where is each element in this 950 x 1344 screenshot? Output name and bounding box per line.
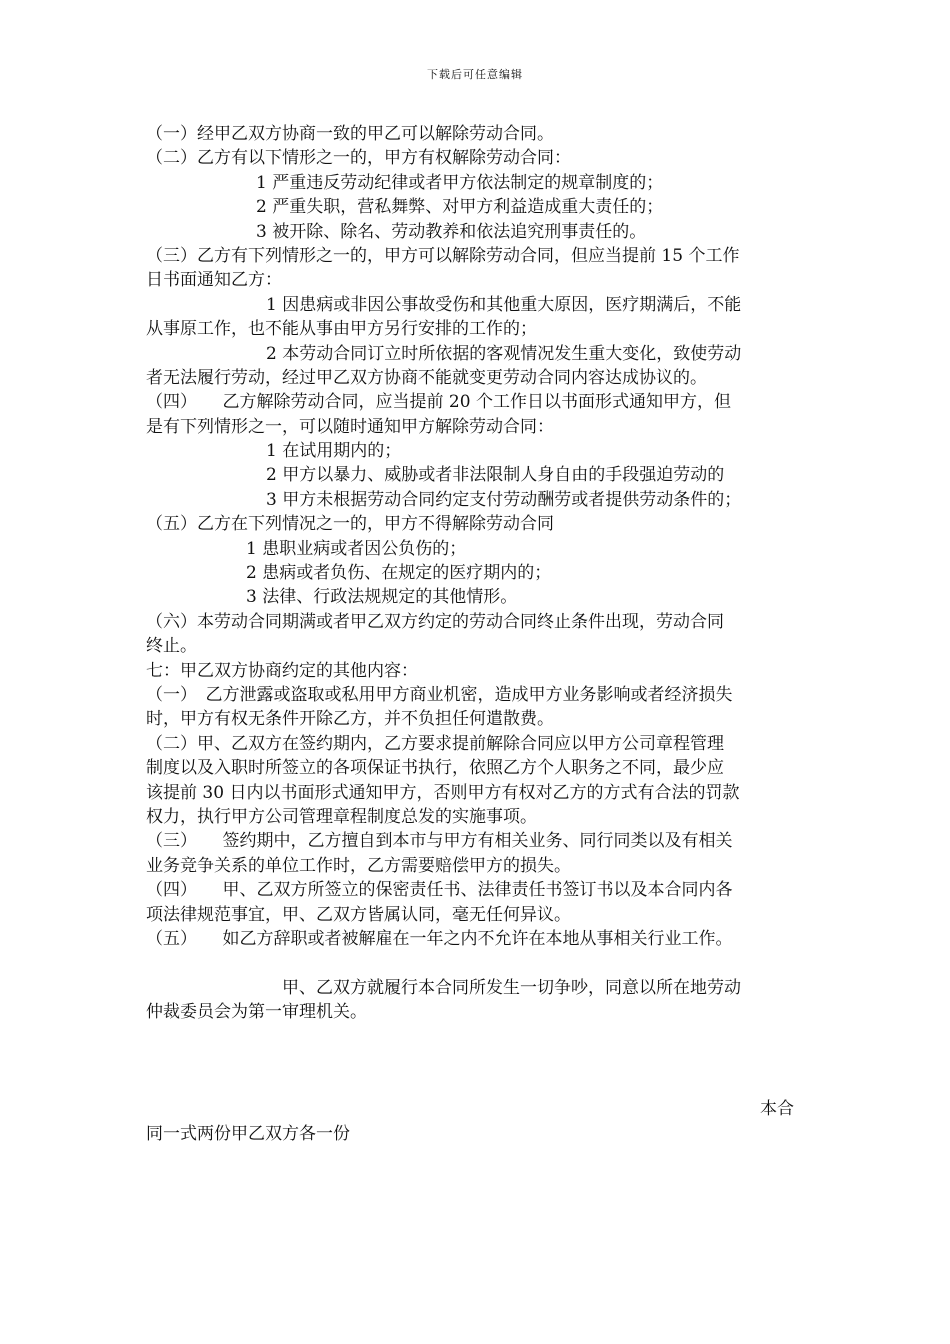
spacer (146, 1024, 810, 1097)
section-7-item-1-line-1: （一） 乙方泄露或盗取或私用甲方商业机密，造成甲方业务影响或者经济损失 (146, 684, 733, 705)
section-7-title: 七：甲乙双方协商约定的其他内容： (146, 660, 418, 681)
clause-3-item-2-line-2: 者无法履行劳动，经过甲乙双方协商不能就变更劳动合同内容达成协议的。 (146, 367, 707, 388)
clause-3-item-1-line-1: 1 因患病或非因公事故受伤和其他重大原因，医疗期满后，不能 (266, 294, 742, 315)
clause-3-line-1: （三）乙方有下列情形之一的，甲方可以解除劳动合同，但应当提前 15 个工作 (146, 245, 740, 266)
section-7-item-4-line-1: （四） 甲、乙双方所签立的保密责任书、法律责任书签订书以及本合同内各 (146, 880, 733, 901)
spacer (146, 951, 810, 975)
clause-5-item: 3 法律、行政法规规定的其他情形。 (246, 587, 518, 608)
clause-5-item: 2 患病或者负伤、在规定的医疗期内的； (246, 563, 552, 584)
section-7-item-3-line-2: 业务竞争关系的单位工作时，乙方需要赔偿甲方的损失。 (146, 855, 571, 876)
clause-4-item: 3 甲方未根据劳动合同约定支付劳动酬劳或者提供劳动条件的； (266, 489, 742, 510)
clause-4-item: 2 甲方以暴力、威胁或者非法限制人身自由的手段强迫劳动的 (266, 465, 725, 486)
dispute-clause-line-2: 仲裁委员会为第一审理机关。 (146, 1002, 367, 1023)
clause-6-line-2: 终止。 (146, 636, 197, 657)
section-7-item-1-line-2: 时，甲方有权无条件开除乙方，并不负担任何遣散费。 (146, 709, 554, 730)
contract-body (146, 122, 810, 1146)
clause-6-line-1: （六）本劳动合同期满或者甲乙双方约定的劳动合同终止条件出现，劳动合同 (146, 611, 724, 632)
copies-clause-line-1: 本合 (760, 1099, 794, 1120)
section-7-item-2-line-3: 该提前 30 日内以书面形式通知甲方，否则甲方有权对乙方的方式有合法的罚款 (146, 782, 740, 803)
section-7-item-5: （五） 如乙方辞职或者被解雇在一年之内不允许在本地从事相关行业工作。 (146, 928, 733, 949)
clause-4-item: 1 在试用期内的； (266, 441, 402, 462)
clause-4-line-1: （四） 乙方解除劳动合同，应当提前 20 个工作日以书面形式通知甲方，但 (146, 392, 731, 413)
clause-3-line-2: 日书面通知乙方： (146, 270, 282, 291)
clause-5: （五）乙方在下列情况之一的，甲方不得解除劳动合同 (146, 514, 554, 535)
section-7-item-2-line-4: 权力，执行甲方公司管理章程制度总发的实施事项。 (146, 806, 537, 827)
section-7-item-2-line-2: 制度以及入职时所签立的各项保证书执行，依照乙方个人职务之不同，最少应 (146, 758, 724, 779)
clause-2: （二）乙方有以下情形之一的，甲方有权解除劳动合同： (146, 148, 571, 169)
clause-5-item: 1 患职业病或者因公负伤的； (246, 538, 467, 559)
clause-2-item: 1 严重违反劳动纪律或者甲方依法制定的规章制度的； (256, 172, 664, 193)
clause-3-item-2-line-1: 2 本劳动合同订立时所依据的客观情况发生重大变化，致使劳动 (266, 343, 742, 364)
dispute-clause-line-1: 甲、乙双方就履行本合同所发生一切争吵，同意以所在地劳动 (146, 977, 741, 998)
clause-2-item: 2 严重失职，营私舞弊、对甲方利益造成重大责任的； (256, 197, 664, 218)
page-header-note: 下载后可任意编辑 (427, 68, 523, 81)
copies-clause-line-2: 同一式两份甲乙双方各一份 (146, 1123, 350, 1144)
clause-2-item: 3 被开除、除名、劳动教养和依法追究刑事责任的。 (256, 221, 647, 242)
section-7-item-3-line-1: （三） 签约期中，乙方擅自到本市与甲方有相关业务、同行同类以及有相关 (146, 831, 733, 852)
clause-1: （一）经甲乙双方协商一致的甲乙可以解除劳动合同。 (146, 124, 554, 144)
clause-4-line-2: 是有下列情形之一，可以随时通知甲方解除劳动合同： (146, 416, 554, 437)
section-7-item-2-line-1: （二）甲、乙双方在签约期内，乙方要求提前解除合同应以甲方公司章程管理 (146, 733, 724, 754)
section-7-item-4-line-2: 项法律规范事宜，甲、乙双方皆属认同，毫无任何异议。 (146, 904, 571, 925)
clause-3-item-1-line-2: 从事原工作，也不能从事由甲方另行安排的工作的； (146, 319, 537, 340)
